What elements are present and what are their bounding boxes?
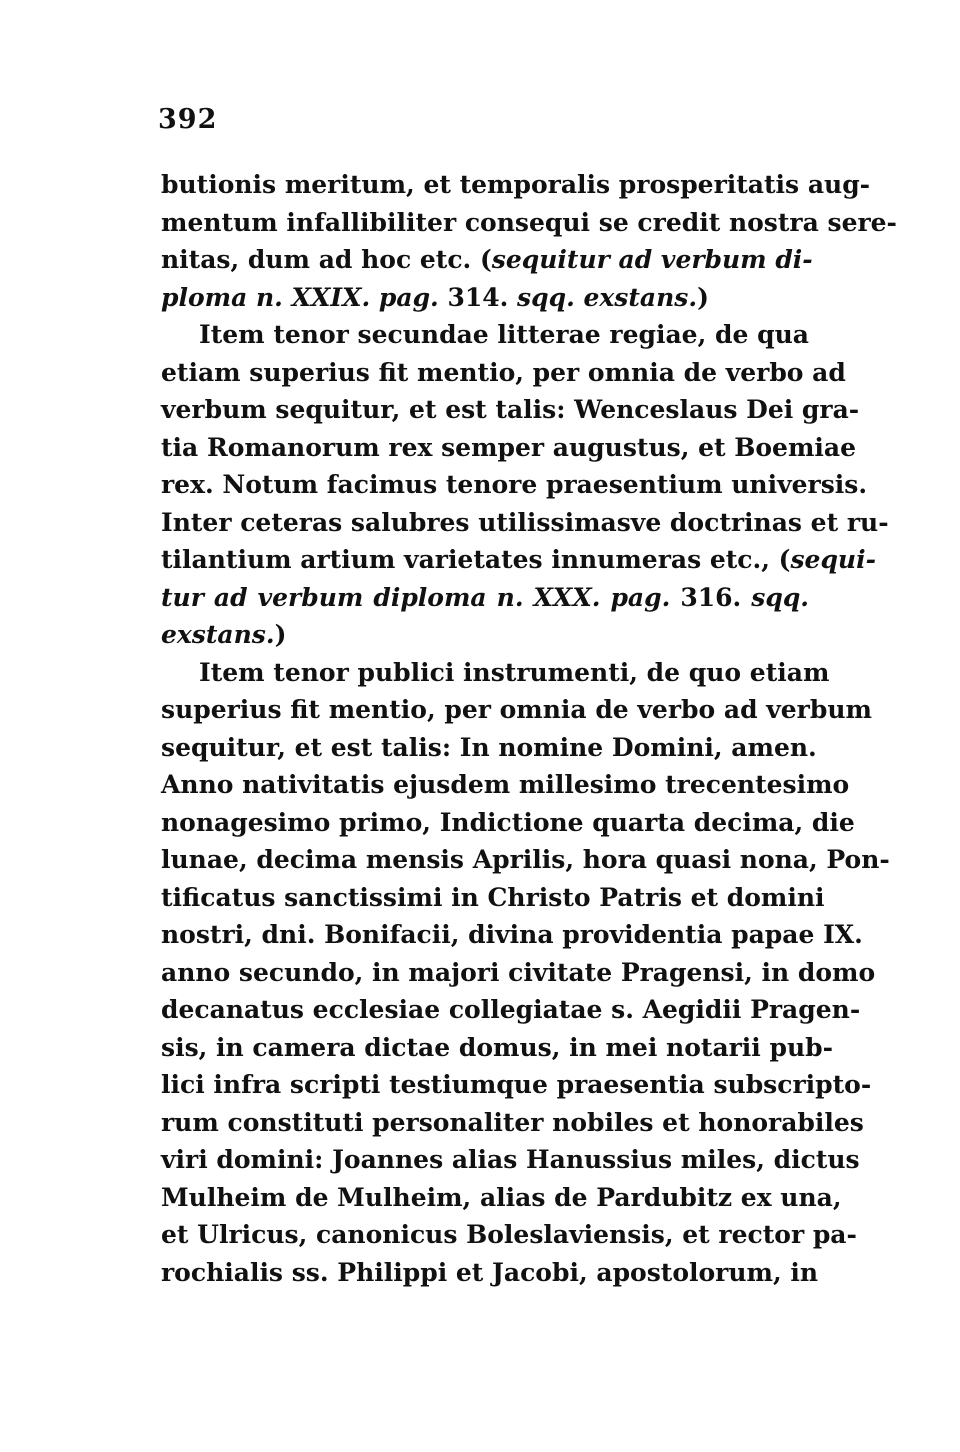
text-segment: superius fit mentio, per omnia de verbo ad verbum [161,695,872,724]
text-segment: 316. [670,582,752,612]
text-line [161,279,809,317]
text-line [161,541,876,579]
text-segment: Item tenor publici instrumenti, de quo etiam [199,657,830,687]
body-text [161,166,897,1291]
text-line [161,354,846,392]
text-line [161,1066,872,1104]
text-segment: sqq. exstans. [517,282,698,312]
text-segment: nitas, dum ad hoc etc. ( [161,245,492,274]
text-segment: anno secundo, in majori civitate Pragensi, in domo [161,957,876,987]
text-segment: tur ad verbum diploma n. XXX. pag. [161,582,671,612]
text-line [161,616,809,654]
text-line [161,991,861,1029]
text-segment: ) [697,282,709,312]
text-segment: lici infra scripti testiumque praesentia subscripto- [161,1070,872,1099]
text-line [161,729,817,767]
text-line [161,1141,860,1179]
text-segment: tia Romanorum rex semper augustus, et Boemiae [161,432,857,462]
text-line [161,691,872,729]
text-segment: Inter ceteras salubres utilissimasve doctrinas et ru- [161,507,889,537]
text-segment: ploma n. XXIX. pag. [161,282,439,312]
text-segment: rex. Notum facimus tenore praesentium universis. [161,470,868,499]
text-line [161,579,809,617]
text-segment: Anno nativitatis ejusdem millesimo trecentesimo [161,770,850,799]
text-segment: rum constituti personaliter nobiles et honorabiles [161,1107,864,1137]
text-segment: rochialis ss. Philippi et Jacobi, apostolorum, in [161,1257,819,1287]
text-line [161,1254,819,1292]
text-line [161,1179,842,1217]
text-line [161,654,830,692]
text-segment: sis, in camera dictae domus, in mei notarii pub- [161,1032,834,1062]
text-line [161,504,889,542]
text-segment: viri domini: Joannes alias Hanussius miles, dictus [161,1145,860,1174]
text-segment: 314. [438,282,518,312]
text-line [161,841,890,879]
text-segment: exstans. [161,620,275,649]
text-segment: sqq. [751,582,810,612]
text-line [161,1216,857,1254]
text-segment: etiam superius fit mentio, per omnia de verbo ad [161,357,846,387]
text-line [161,204,897,242]
text-line [161,804,855,842]
text-segment: Item tenor secundae litterae regiae, de qua [199,320,809,349]
text-segment: decanatus ecclesiae collegiatae s. Aegidii Pragen- [161,995,861,1024]
text-segment: verbum sequitur, et est talis: Wenceslaus Dei gra- [161,395,860,424]
text-line [161,766,850,804]
text-segment: butionis meritum, et temporalis prosperitatis aug- [161,170,871,199]
text-segment: et Ulricus, canonicus Boleslaviensis, et rector pa- [161,1220,857,1249]
text-segment: tificatus sanctissimi in Christo Patris et domini [161,882,825,912]
text-segment: mentum infallibiliter consequi se credit nostra sere- [161,207,897,237]
text-line [161,241,813,279]
text-line [161,391,860,429]
text-line [161,316,809,354]
text-line [161,166,871,204]
text-segment: ) [274,620,287,649]
text-segment: sequitur, et est talis: In nomine Domini, amen. [161,732,817,762]
text-line [161,1104,864,1142]
text-line [161,916,863,954]
text-line [161,429,857,467]
text-segment: sequitur ad verbum di- [491,245,813,274]
text-segment: nonagesimo primo, Indictione quarta decima, die [161,807,855,837]
text-segment: sequi- [790,545,876,574]
text-segment: Mulheim de Mulheim, alias de Pardubitz ex una, [161,1182,842,1212]
text-line [161,954,876,992]
text-segment: nostri, dni. Bonifacii, divina providentia papae IX. [161,920,863,949]
text-segment: tilantium artium varietates innumeras etc., ( [161,545,791,574]
text-line [161,1029,834,1067]
page-number: 392 [158,104,218,135]
text-line [161,879,825,917]
text-line [161,466,868,504]
text-segment: lunae, decima mensis Aprilis, hora quasi nona, Pon- [161,845,890,874]
